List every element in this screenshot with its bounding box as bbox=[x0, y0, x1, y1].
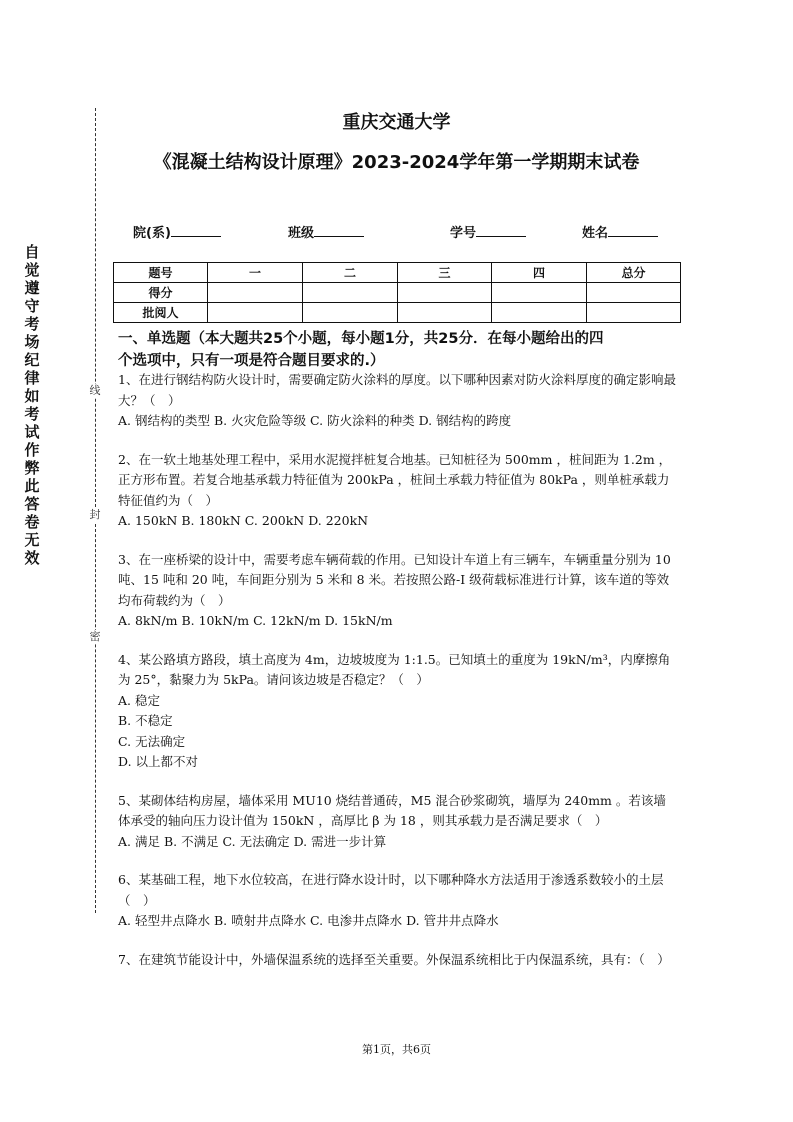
score-header-cell: 二 bbox=[303, 263, 398, 283]
section-heading-line: 个选项中，只有一项是符合题目要求的.） bbox=[118, 353, 385, 369]
student-id-blank[interactable] bbox=[476, 222, 526, 237]
question-option-a[interactable]: A. 稳定 bbox=[118, 692, 160, 708]
score-header-cell: 一 bbox=[208, 263, 303, 283]
binding-mark-secret: 密 bbox=[86, 630, 104, 644]
page-footer: 第1页，共6页 bbox=[362, 1043, 431, 1056]
grader-cell[interactable] bbox=[398, 303, 492, 323]
question-text: 5、某砌体结构房屋，墙体采用 MU10 烧结普通砖，M5 混合砂浆砌筑，墙厚为 240mm 。若该墙体承受的轴向压力设计值为 150kN ，高厚比 β 为 18 ，则其承载力是否满足要求（ ） bbox=[118, 792, 666, 828]
grader-cell[interactable] bbox=[208, 303, 303, 323]
question-2 bbox=[118, 450, 678, 532]
score-row-label: 得分 bbox=[114, 283, 208, 303]
department-field[interactable] bbox=[133, 222, 221, 241]
binding-mark-line: 线 bbox=[86, 384, 104, 398]
exam-title: 《混凝土结构设计原理》2023-2024学年第一学期期末试卷 bbox=[153, 152, 640, 173]
score-cell[interactable] bbox=[398, 283, 492, 303]
score-row bbox=[114, 283, 681, 303]
student-id-label: 学号 bbox=[450, 226, 477, 241]
score-table-header-row bbox=[114, 263, 681, 283]
class-field[interactable] bbox=[288, 222, 364, 241]
score-header-cell: 总分 bbox=[587, 263, 681, 283]
question-options[interactable]: A. 轻型井点降水 B. 喷射井点降水 C. 电渗井点降水 D. 管井井点降水 bbox=[118, 913, 499, 928]
question-options[interactable]: A. 满足 B. 不满足 C. 无法确定 D. 需进一步计算 bbox=[118, 833, 387, 849]
grader-cell[interactable] bbox=[303, 303, 398, 323]
question-7 bbox=[118, 950, 678, 971]
exam-discipline-warning: 自觉遵守考场纪律如考试作弊此答卷无效 bbox=[24, 243, 40, 567]
name-label: 姓名 bbox=[582, 226, 609, 241]
score-header-cell: 三 bbox=[398, 263, 492, 283]
department-label: 院(系) bbox=[133, 226, 171, 241]
class-blank[interactable] bbox=[314, 222, 364, 237]
university-name: 重庆交通大学 bbox=[342, 112, 451, 133]
question-3 bbox=[118, 550, 678, 632]
grader-cell[interactable] bbox=[492, 303, 587, 323]
score-cell[interactable] bbox=[492, 283, 587, 303]
question-text: 3、在一座桥梁的设计中，需要考虑车辆荷载的作用。已知设计车道上有三辆车，车辆重量分别为 10 吨、15 吨和 20 吨，车间距分别为 5 米和 8 米。若按照公路-I 级荷载标准进行计算，该车道的等效均布荷载约为（ ） bbox=[118, 551, 671, 608]
question-text: 1、在进行钢结构防火设计时，需要确定防火涂料的厚度。以下哪种因素对防火涂料厚度的确定影响最大？（ ） bbox=[118, 372, 676, 408]
question-option-d[interactable]: D. 以上都不对 bbox=[118, 754, 199, 769]
score-table bbox=[113, 262, 681, 323]
name-blank[interactable] bbox=[608, 222, 658, 237]
binding-mark-seal: 封 bbox=[86, 508, 104, 522]
question-options[interactable]: A. 8kN/m B. 10kN/m C. 12kN/m D. 15kN/m bbox=[118, 613, 393, 628]
question-text: 7、在建筑节能设计中，外墙保温系统的选择至关重要。外保温系统相比于内保温系统，具有：（ ） bbox=[118, 951, 670, 967]
question-options[interactable]: A. 150kN B. 180kN C. 200kN D. 220kN bbox=[118, 513, 369, 528]
question-4 bbox=[118, 650, 678, 773]
score-cell[interactable] bbox=[587, 283, 681, 303]
question-text: 6、某基础工程，地下水位较高，在进行降水设计时，以下哪种降水方法适用于渗透系数较小的土层（ ） bbox=[118, 872, 664, 908]
name-field[interactable] bbox=[582, 222, 658, 241]
score-cell[interactable] bbox=[208, 283, 303, 303]
question-1 bbox=[118, 370, 678, 432]
grader-cell[interactable] bbox=[587, 303, 681, 323]
question-6 bbox=[118, 870, 678, 932]
section-heading-line: 一、单选题（本大题共25个小题，每小题1分，共25分．在每小题给出的四 bbox=[118, 331, 604, 347]
question-text: 2、在一软土地基处理工程中，采用水泥搅拌桩复合地基。已知桩径为 500mm ，桩间距为 1.2m ，正方形布置。若复合地基承载力特征值为 200kPa ，桩间土承载力特征值为 80kPa ，则单桩承载力特征值约为（ ） bbox=[118, 451, 672, 508]
student-id-field[interactable] bbox=[450, 222, 526, 241]
student-info-row bbox=[0, 222, 793, 242]
score-header-cell: 题号 bbox=[114, 263, 208, 283]
question-option-b[interactable]: B. 不稳定 bbox=[118, 713, 173, 728]
department-blank[interactable] bbox=[171, 222, 221, 237]
question-list bbox=[118, 370, 678, 988]
grader-row bbox=[114, 303, 681, 323]
section-heading bbox=[118, 328, 678, 372]
score-cell[interactable] bbox=[303, 283, 398, 303]
grader-row-label: 批阅人 bbox=[114, 303, 208, 323]
question-text: 4、某公路填方路段，填土高度为 4m，边坡坡度为 1:1.5。已知填土的重度为 19kN/m³，内摩擦角为 25°，黏聚力为 5kPa。请问该边坡是否稳定？（ ） bbox=[118, 651, 671, 687]
score-header-cell: 四 bbox=[492, 263, 587, 283]
class-label: 班级 bbox=[288, 226, 315, 241]
question-5 bbox=[118, 791, 678, 853]
question-options[interactable]: A. 钢结构的类型 B. 火灾危险等级 C. 防火涂料的种类 D. 钢结构的跨度 bbox=[118, 413, 512, 428]
question-option-c[interactable]: C. 无法确定 bbox=[118, 733, 186, 749]
